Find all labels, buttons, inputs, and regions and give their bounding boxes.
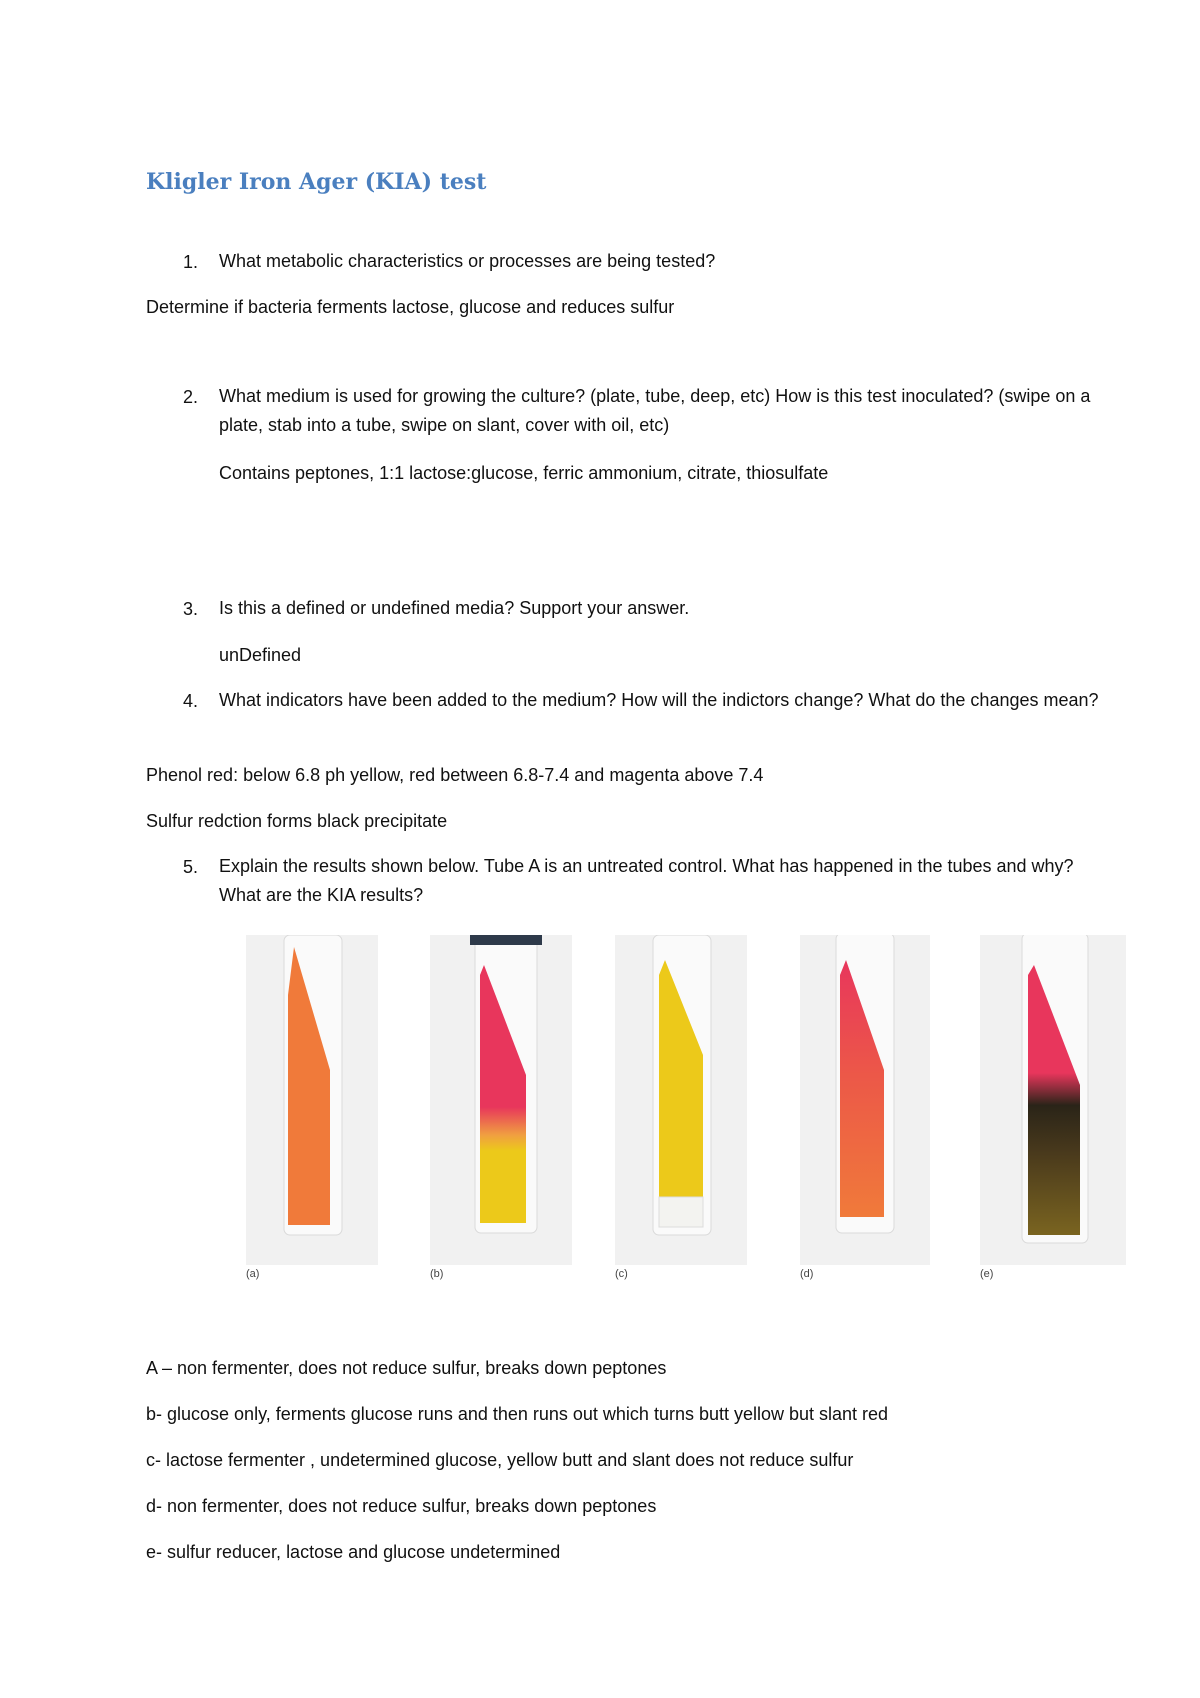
question-number-3: 3. [183,599,199,619]
caption-a: (a) [246,1268,260,1280]
tube-photo-c [615,935,747,1265]
result-e: e- sulfur reducer, lactose and glucose undetermined [146,1542,561,1562]
tube-photo-b [430,935,572,1265]
question-5: Explain the results shown below. Tube A is an untreated control. What has happened in the tubes and why? What are the KIA results? [219,856,1074,905]
result-b: b- glucose only, ferments glucose runs and then runs out which turns butt yellow but slant red [146,1404,889,1424]
question-2: What medium is used for growing the culture? (plate, tube, deep, etc) How is this test inoculated? (swipe on a plate, stab into a tube, swipe on slant, cover with oil, etc) [219,386,1091,435]
question-number-5: 5. [183,857,199,877]
question-1: What metabolic characteristics or processes are being tested? [219,251,716,271]
tube-photo-d [800,935,930,1265]
question-number-1: 1. [183,252,199,272]
question-3: Is this a defined or undefined media? Support your answer. [219,598,690,618]
caption-e: (e) [980,1268,994,1280]
result-d: d- non fermenter, does not reduce sulfur, breaks down peptones [146,1496,657,1516]
tube-photo-a [246,935,378,1265]
tube-photo-e [980,935,1126,1265]
answer-4-indicator: Phenol red: below 6.8 ph yellow, red between 6.8-7.4 and magenta above 7.4 [146,765,764,785]
caption-d: (d) [800,1268,814,1280]
page-title: Kligler Iron Ager (KIA) test [146,169,487,195]
caption-c: (c) [615,1268,628,1280]
result-c: c- lactose fermenter , undetermined glucose, yellow butt and slant does not reduce sulfur [146,1450,854,1470]
question-number-4: 4. [183,691,199,711]
result-a: A – non fermenter, does not reduce sulfur, breaks down peptones [146,1358,667,1378]
question-number-2: 2. [183,387,199,407]
question-4: What indicators have been added to the medium? How will the indictors change? What do the changes mean? [219,690,1099,710]
answer-1: Determine if bacteria ferments lactose, glucose and reduces sulfur [146,297,675,317]
caption-b: (b) [430,1268,444,1280]
answer-3: unDefined [219,645,302,665]
answer-2: Contains peptones, 1:1 lactose:glucose, ferric ammonium, citrate, thiosulfate [219,463,829,483]
answer-4-sulfur: Sulfur redction forms black precipitate [146,811,448,831]
